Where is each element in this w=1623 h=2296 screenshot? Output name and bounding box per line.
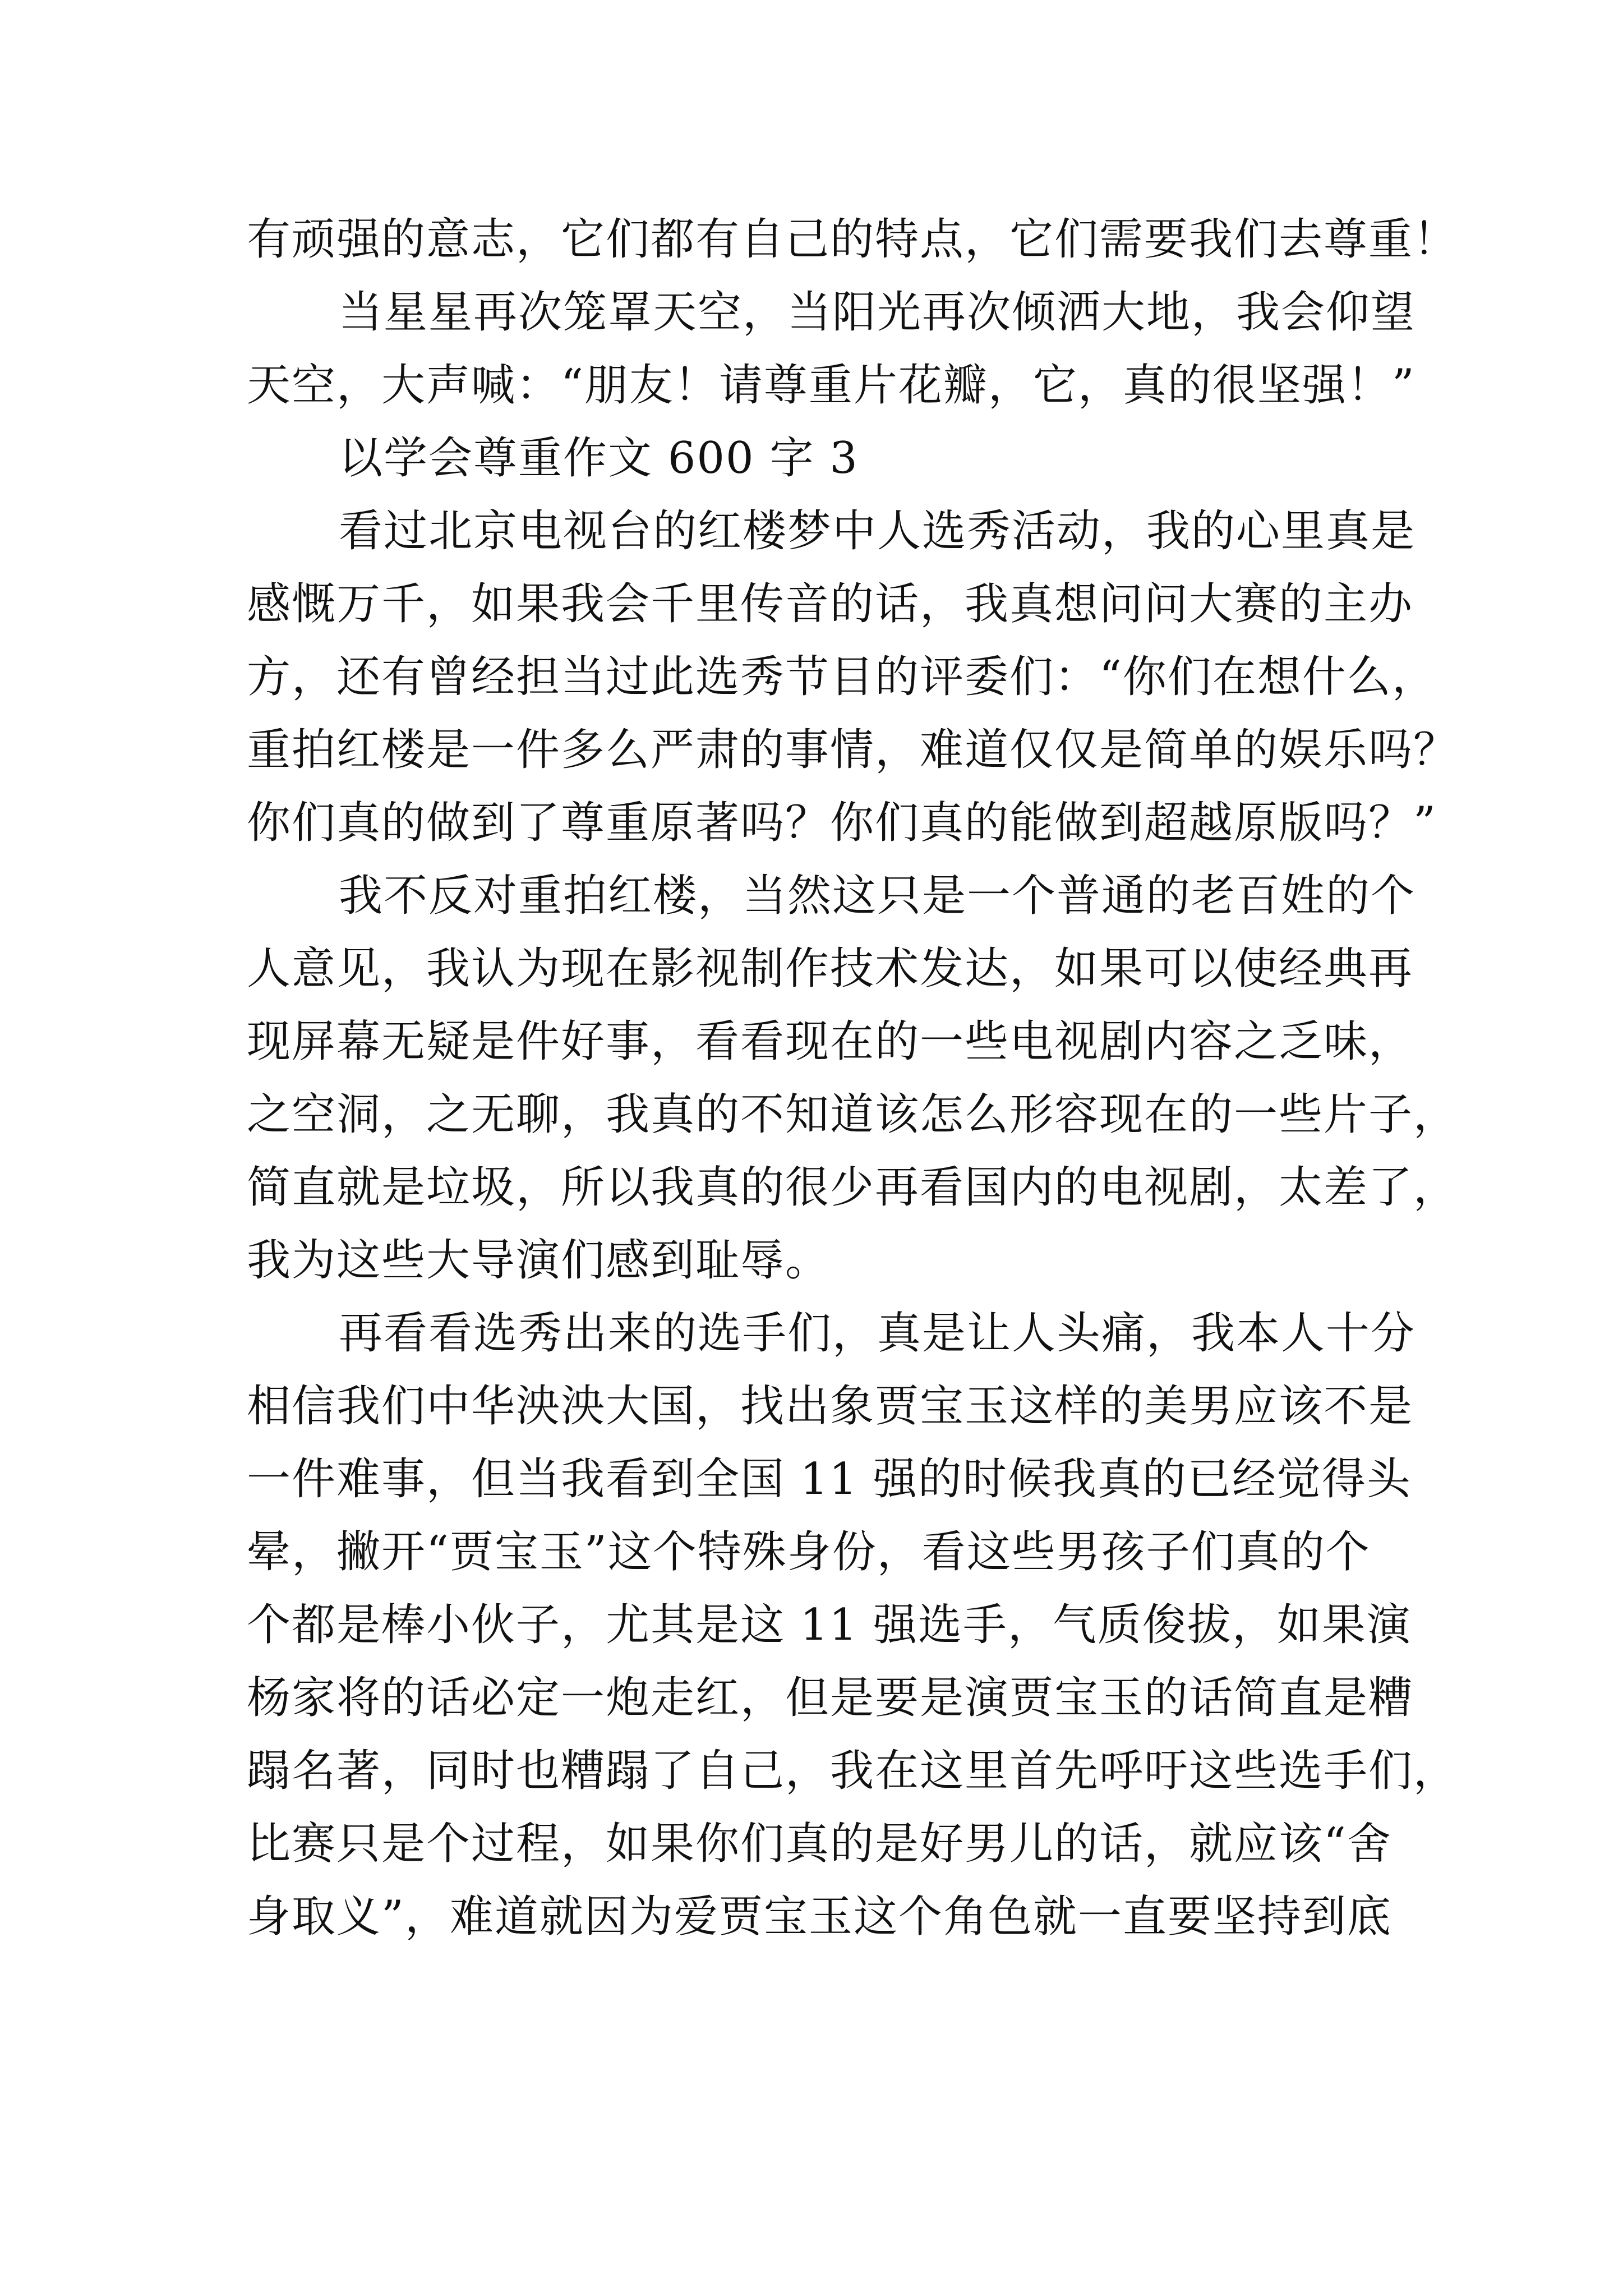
text-line: 方，还有曾经担当过此选秀节目的评委们：“你们在想什么， [247,652,1437,702]
text-line: 有顽强的意志，它们都有自己的特点，它们需要我们去尊重！ [247,214,1459,265]
text-line: 简直就是垃圾，所以我真的很少再看国内的电视剧，太差了， [247,1162,1459,1213]
text-line: 再看看选秀出来的选手们，真是让人头痛，我本人十分 [339,1308,1416,1359]
text-line: 晕，撇开“贾宝玉”这个特殊身份，看这些男孩子们真的个 [247,1527,1371,1577]
text-line: 我为这些大导演们感到耻辱。 [247,1235,831,1286]
text-line: 现屏幕无疑是件好事，看看现在的一些电视剧内容之乏味， [247,1016,1414,1067]
text-line: 杨家将的话必定一炮走红，但是要是演贾宝玉的话简直是糟 [247,1673,1414,1723]
text-line: 比赛只是个过程，如果你们真的是好男儿的话，就应该“舍 [247,1819,1392,1869]
text-line: 人意见，我认为现在影视制作技术发达，如果可以使经典再 [247,944,1414,994]
text-line: 感慨万千，如果我会千里传音的话，我真想问问大赛的主办 [247,579,1414,629]
text-line: 身取义”，难道就因为爱贾宝玉这个角色就一直要坚持到底 [247,1892,1392,1942]
document-body [247,203,1459,1953]
section-heading: 以学会尊重作文 600 字 3 [339,433,859,484]
text-line: 当星星再次笼罩天空，当阳光再次倾洒大地，我会仰望 [339,287,1416,338]
text-line: 你们真的做到了尊重原著吗？你们真的能做到超越原版吗？” [247,798,1437,848]
text-line: 看过北京电视台的红楼梦中人选秀活动，我的心里真是 [339,506,1416,556]
text-line: 我不反对重拍红楼，当然这只是一个普通的老百姓的个 [339,871,1416,921]
text-line: 个都是棒小伙子，尤其是这 11 强选手，气质俊拔，如果演 [247,1600,1412,1650]
text-line: 重拍红楼是一件多么严肃的事情，难道仅仅是简单的娱乐吗？ [247,725,1459,775]
text-line: 之空洞，之无聊，我真的不知道该怎么形容现在的一些片子， [247,1089,1459,1140]
text-line: 相信我们中华泱泱大国，找出象贾宝玉这样的美男应该不是 [247,1381,1414,1432]
text-line: 蹋名著，同时也糟蹋了自己，我在这里首先呼吁这些选手们， [247,1746,1459,1796]
text-line: 天空，大声喊：“朋友！请尊重片花瓣，它，真的很坚强！” [247,360,1415,411]
text-line: 一件难事，但当我看到全国 11 强的时候我真的已经觉得头 [247,1454,1412,1504]
